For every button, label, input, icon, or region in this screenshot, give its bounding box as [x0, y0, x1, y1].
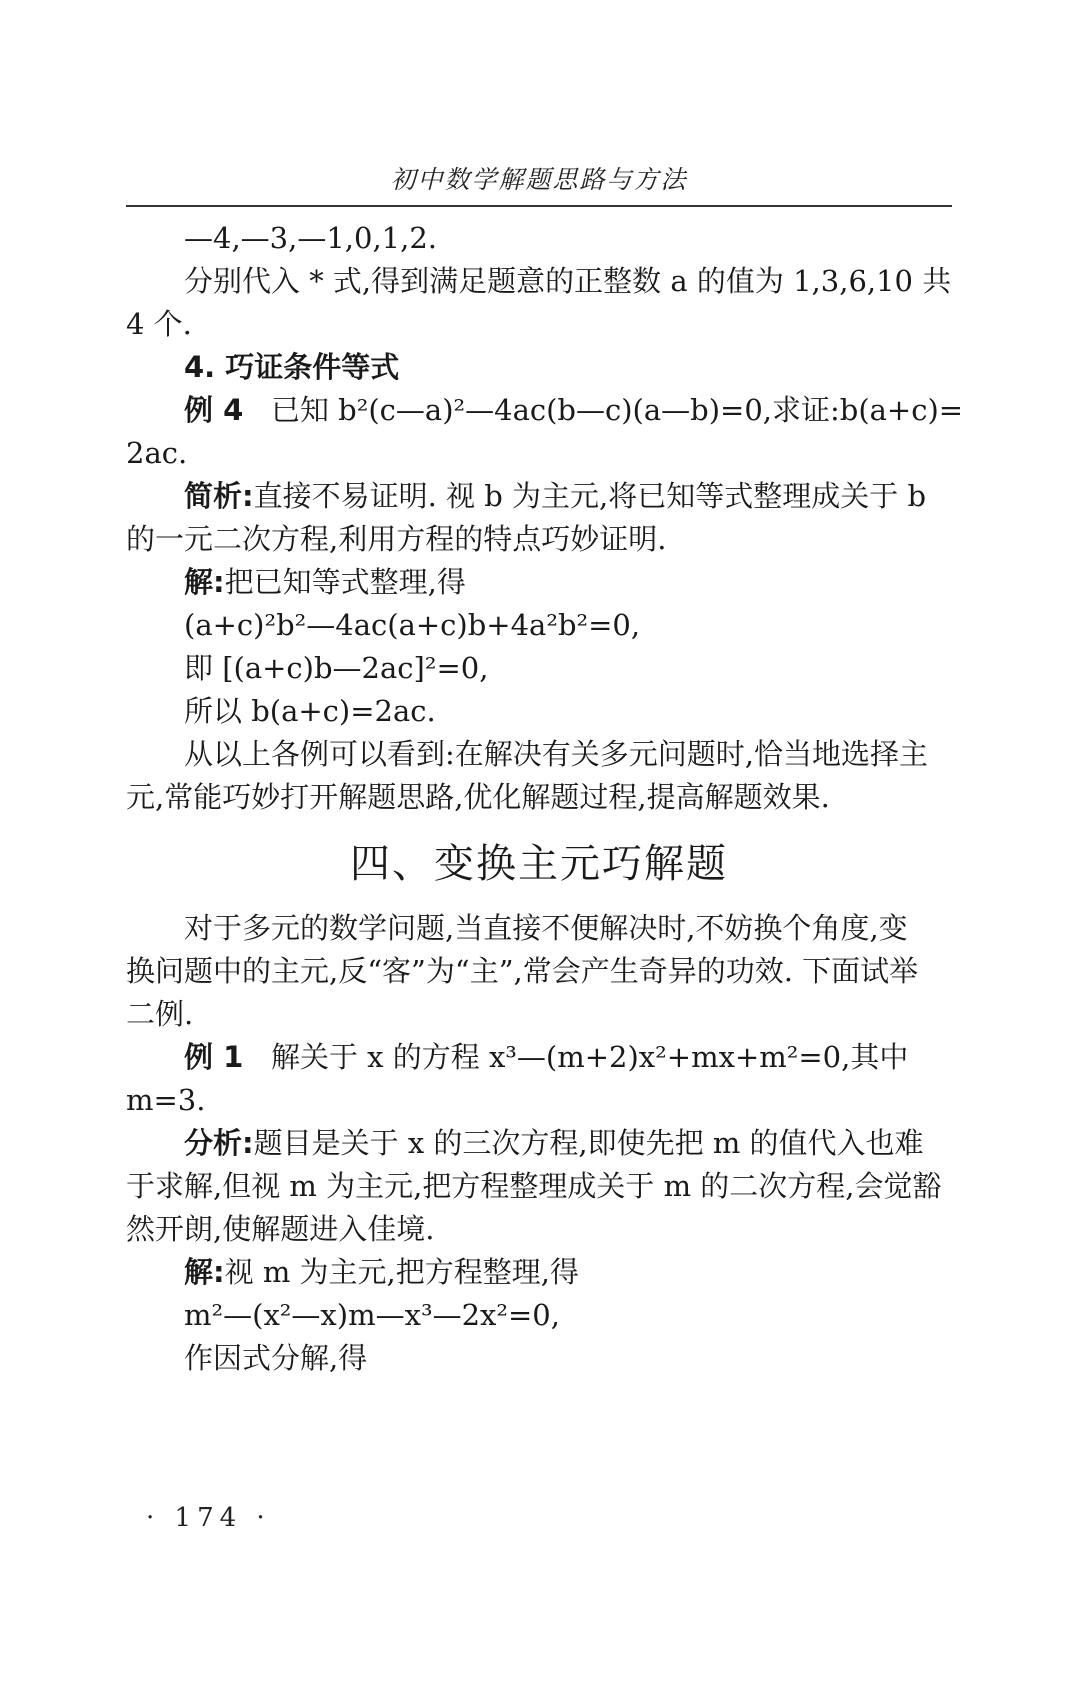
running-head: 初中数学解题思路与方法: [390, 165, 688, 194]
analysis-line: [184, 1123, 952, 1163]
analysis-label: 简析:: [184, 479, 254, 513]
text-line: 作因式分解,得: [184, 1341, 368, 1375]
example-4-line: [184, 390, 964, 430]
formula-line: (a+c)²b²—4ac(a+c)b+4a²b²=0,: [184, 608, 641, 642]
example-label: 例 1: [184, 1040, 244, 1074]
subsection-heading: 4. 巧证条件等式: [184, 350, 400, 384]
text-line: 视 m 为主元,把方程整理,得: [224, 1255, 579, 1289]
example-1-line: [184, 1037, 952, 1077]
formula-line: 所以 b(a+c)=2ac.: [184, 694, 436, 728]
page-number: · 174 ·: [146, 1503, 271, 1533]
text-line: m=3.: [126, 1083, 206, 1117]
solution-label: 解:: [184, 565, 225, 599]
text-line: 题目是关于 x 的三次方程,即使先把 m 的值代入也难: [253, 1126, 924, 1160]
text-line: 已知 b²(c—a)²—4ac(b—c)(a—b)=0,求证:b(a+c)=: [270, 393, 964, 427]
text-line: 的一元二次方程,利用方程的特点巧妙证明.: [126, 522, 667, 556]
solution-line: [184, 562, 952, 602]
text-line: —4,—3,—1,0,1,2.: [184, 221, 438, 255]
text-line: 二例.: [126, 997, 194, 1031]
solution-label: 解:: [184, 1255, 225, 1289]
brief-analysis-line: [184, 476, 952, 516]
text-line: 换问题中的主元,反“客”为“主”,常会产生奇异的功效. 下面试举: [126, 954, 919, 988]
text-line: 分别代入 * 式,得到满足题意的正整数 a 的值为 1,3,6,10 共: [184, 264, 952, 298]
example-label: 例 4: [184, 393, 244, 427]
text-line: 2ac.: [126, 436, 188, 470]
text-line: 把已知等式整理,得: [224, 565, 466, 599]
section-title: 四、变换主元巧解题: [350, 841, 728, 887]
text-line: 于求解,但视 m 为主元,把方程整理成关于 m 的二次方程,会觉豁: [126, 1169, 942, 1203]
text-line: 解关于 x 的方程 x³—(m+2)x²+mx+m²=0,其中: [270, 1040, 909, 1074]
solution-line: [184, 1252, 952, 1292]
analysis-label: 分析:: [184, 1126, 254, 1160]
formula-line: m²—(x²—x)m—x³—2x²=0,: [184, 1298, 560, 1332]
text-line: 直接不易证明. 视 b 为主元,将已知等式整理成关于 b: [253, 479, 927, 513]
text-line: 然开朗,使解题进入佳境.: [126, 1212, 435, 1246]
text-line: 从以上各例可以看到:在解决有关多元问题时,恰当地选择主: [184, 737, 928, 771]
header-rule: [126, 205, 952, 207]
text-line: 元,常能巧妙打开解题思路,优化解题过程,提高解题效果.: [126, 780, 830, 814]
text-line: 4 个.: [126, 307, 192, 341]
formula-line: 即 [(a+c)b—2ac]²=0,: [184, 651, 489, 685]
text-line: 对于多元的数学问题,当直接不便解决时,不妨换个角度,变: [184, 911, 908, 945]
